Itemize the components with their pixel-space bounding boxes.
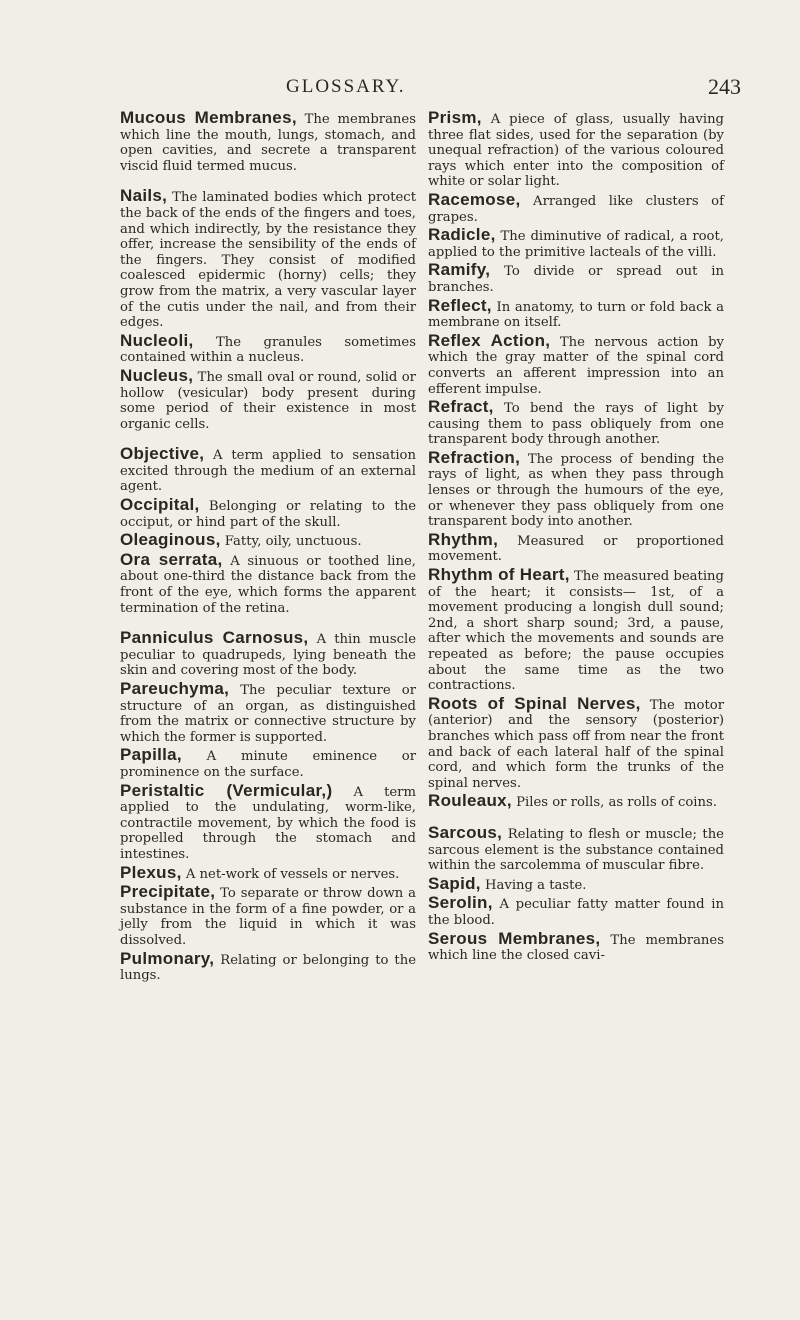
- entry-definition: The membranes which line the closed cavi-: [428, 932, 724, 964]
- glossary-entry: [428, 529, 724, 565]
- entry-definition: The nervous action by which the gray matter of the spinal cord converts an afferent impression into an efferent impulse.: [428, 334, 724, 397]
- entry-definition: Relating or belonging to the lungs.: [120, 952, 416, 984]
- glossary-entry: [428, 793, 724, 811]
- entry-term: Occipital,: [120, 495, 200, 515]
- entry-definition: The laminated bodies which protect the back of the ends of the fingers and toes, and which indirectly, by the resistance they offer, increase the sensibility of the ends of the fingers. They consist of modified coalesced epidermic (horny) cells; they grow from the matrix, a very vascular layer of the cutis under the nail, and from their edges.: [120, 190, 416, 331]
- entry-term: Reflect,: [428, 295, 492, 315]
- glossary-entry: [120, 549, 416, 616]
- running-head-title: GLOSSARY.: [286, 76, 406, 97]
- entry-term: Rouleaux,: [428, 791, 512, 811]
- running-header: [0, 76, 800, 106]
- entry-term: Sarcous,: [428, 822, 503, 842]
- entry-term: Ora serrata,: [120, 549, 223, 569]
- entry-term: Radicle,: [428, 225, 496, 245]
- entry-term: Papilla,: [120, 745, 182, 765]
- glossary-entry: [120, 780, 416, 863]
- glossary-entry: [120, 884, 416, 948]
- glossary-entry: [120, 446, 416, 495]
- entry-term: Reflex Action,: [428, 330, 551, 350]
- glossary-entry: [120, 330, 416, 366]
- entry-definition: The motor (anterior) and the sensory (posterior) branches which pass off from near the front and back of each lateral half of the spinal cord, and which form the trunks of the spinal nerves.: [428, 697, 724, 791]
- entry-term: Prism,: [428, 108, 482, 127]
- glossary-entry: [428, 693, 724, 792]
- glossary-entry: [428, 262, 724, 295]
- entry-definition: Piles or rolls, as rolls of coins.: [511, 795, 717, 811]
- entry-definition: The granules sometimes contained within a nucleus.: [120, 334, 416, 366]
- glossary-entry: [120, 188, 416, 330]
- entry-term: Ramify,: [428, 260, 491, 280]
- entry-term: Refraction,: [428, 447, 521, 467]
- entry-definition: A term applied to the undulating, worm-like, contractile movement, by which the food is propelled through the stomach and intestines.: [120, 784, 416, 862]
- glossary-entry: [428, 399, 724, 448]
- glossary-entry: [428, 110, 724, 190]
- entry-definition: To separate or throw down a substance in the form of a fine powder, or a jelly from the liquid in which it was dissolved.: [120, 886, 416, 948]
- entry-definition: The peculiar texture or structure of an organ, as distinguished from the matrix or connective structure by which the former is supported.: [120, 683, 416, 745]
- right-column: [428, 110, 724, 966]
- page-number: 243: [708, 74, 741, 99]
- entry-definition: A piece of glass, usually having three flat sides, used for the separation (by unequal refraction) of the various coloured rays which enter into the composition of white or solar light.: [428, 112, 724, 190]
- entry-definition: A sinuous or toothed line, about one-third the distance back from the front of the eye, which forms the apparent termination of the retina.: [120, 553, 416, 616]
- glossary-entry: [428, 822, 724, 874]
- entry-term: Nucleus,: [120, 365, 194, 385]
- entry-definition: A peculiar fatty matter found in the blood.: [428, 897, 724, 928]
- entry-term: Serous Membranes,: [428, 928, 601, 948]
- entry-term: Refract,: [428, 397, 494, 417]
- glossary-entry: [120, 110, 416, 174]
- entry-definition: The membranes which line the mouth, lungs, stomach, and open cavities, and secrete a transparent viscid fluid termed mucus.: [120, 112, 416, 174]
- entry-definition: The measured beating of the heart; it consists— 1st, of a movement producing a longish dull sound; 2nd, a short sharp sound; 3rd, a pause, after which the movements and sounds are repeated as before; the pause occupies about the same time as the two contractions.: [428, 569, 724, 694]
- entry-term: Sapid,: [428, 873, 481, 893]
- entry-term: Serolin,: [428, 893, 493, 913]
- entry-definition: Arranged like clusters of grapes.: [428, 193, 724, 225]
- glossary-entry: [428, 895, 724, 928]
- entry-term: Rhythm,: [428, 529, 499, 549]
- entry-term: Racemose,: [428, 189, 521, 209]
- glossary-entry: [428, 873, 724, 894]
- glossary-entry: [120, 862, 416, 883]
- glossary-entry: [120, 630, 416, 679]
- entry-definition: Belonging or relating to the occiput, or hind part of the skull.: [120, 499, 416, 530]
- glossary-entry: [428, 189, 724, 225]
- glossary-entry: [428, 295, 724, 331]
- entry-term: Nucleoli,: [120, 330, 194, 350]
- glossary-entry: [428, 567, 724, 694]
- entry-term: Rhythm of Heart,: [428, 565, 570, 585]
- glossary-entry: [120, 365, 416, 432]
- entry-term: Panniculus Carnosus,: [120, 628, 309, 648]
- entry-term: Plexus,: [120, 862, 182, 882]
- entry-definition: To divide or spread out in branches.: [428, 264, 724, 295]
- entry-term: Nails,: [120, 186, 168, 206]
- entry-term: Oleaginous,: [120, 530, 221, 550]
- glossary-entry: [120, 747, 416, 780]
- entry-definition: A minute eminence or prominence on the surface.: [120, 749, 416, 780]
- glossary-entry: [428, 227, 724, 260]
- entry-definition: In anatomy, to turn or fold back a membrane on itself.: [428, 299, 724, 331]
- entry-term: Mucous Membranes,: [120, 108, 297, 127]
- glossary-entry: [120, 681, 416, 745]
- glossary-entry: [428, 928, 724, 964]
- entry-definition: The small oval or round, solid or hollow (vesicular) body present during some period of their existence in most organic cells.: [120, 369, 416, 432]
- entry-definition: Having a taste.: [480, 877, 587, 893]
- left-column: [120, 110, 416, 986]
- entry-definition: The process of bending the rays of light, as when they pass through lenses or through the humours of the eye, or whenever they pass obliquely from one transparent body into another.: [428, 451, 724, 530]
- entry-term: Objective,: [120, 444, 205, 464]
- entry-term: Pareuchyma,: [120, 679, 230, 698]
- entry-definition: A term applied to sensation excited through the medium of an external agent.: [120, 448, 416, 495]
- entry-definition: A thin muscle peculiar to quadrupeds, lying beneath the skin and covering most of the body.: [120, 632, 416, 679]
- entry-definition: The diminutive of radical, a root, applied to the primitive lacteals of the villi.: [428, 229, 724, 260]
- entry-term: Pulmonary,: [120, 948, 215, 968]
- glossary-entry: [428, 447, 724, 530]
- entry-definition: A net-work of vessels or nerves.: [181, 866, 400, 882]
- entry-term: Precipitate,: [120, 882, 216, 902]
- glossary-entry: [120, 497, 416, 530]
- glossary-entry: [120, 948, 416, 984]
- glossary-entry: [428, 330, 724, 397]
- entry-term: Peristaltic (Vermicular,): [120, 780, 333, 800]
- entry-definition: To bend the rays of light by causing them to pass obliquely from one transparent body through another.: [428, 401, 724, 448]
- entry-definition: Measured or proportioned movement.: [428, 533, 724, 565]
- entry-definition: Fatty, oily, unctuous.: [220, 534, 362, 550]
- glossary-entry: [120, 532, 416, 550]
- entry-term: Roots of Spinal Nerves,: [428, 693, 641, 713]
- entry-definition: Relating to flesh or muscle; the sarcous element is the substance contained within the sarcolemma of muscular fibre.: [428, 826, 724, 874]
